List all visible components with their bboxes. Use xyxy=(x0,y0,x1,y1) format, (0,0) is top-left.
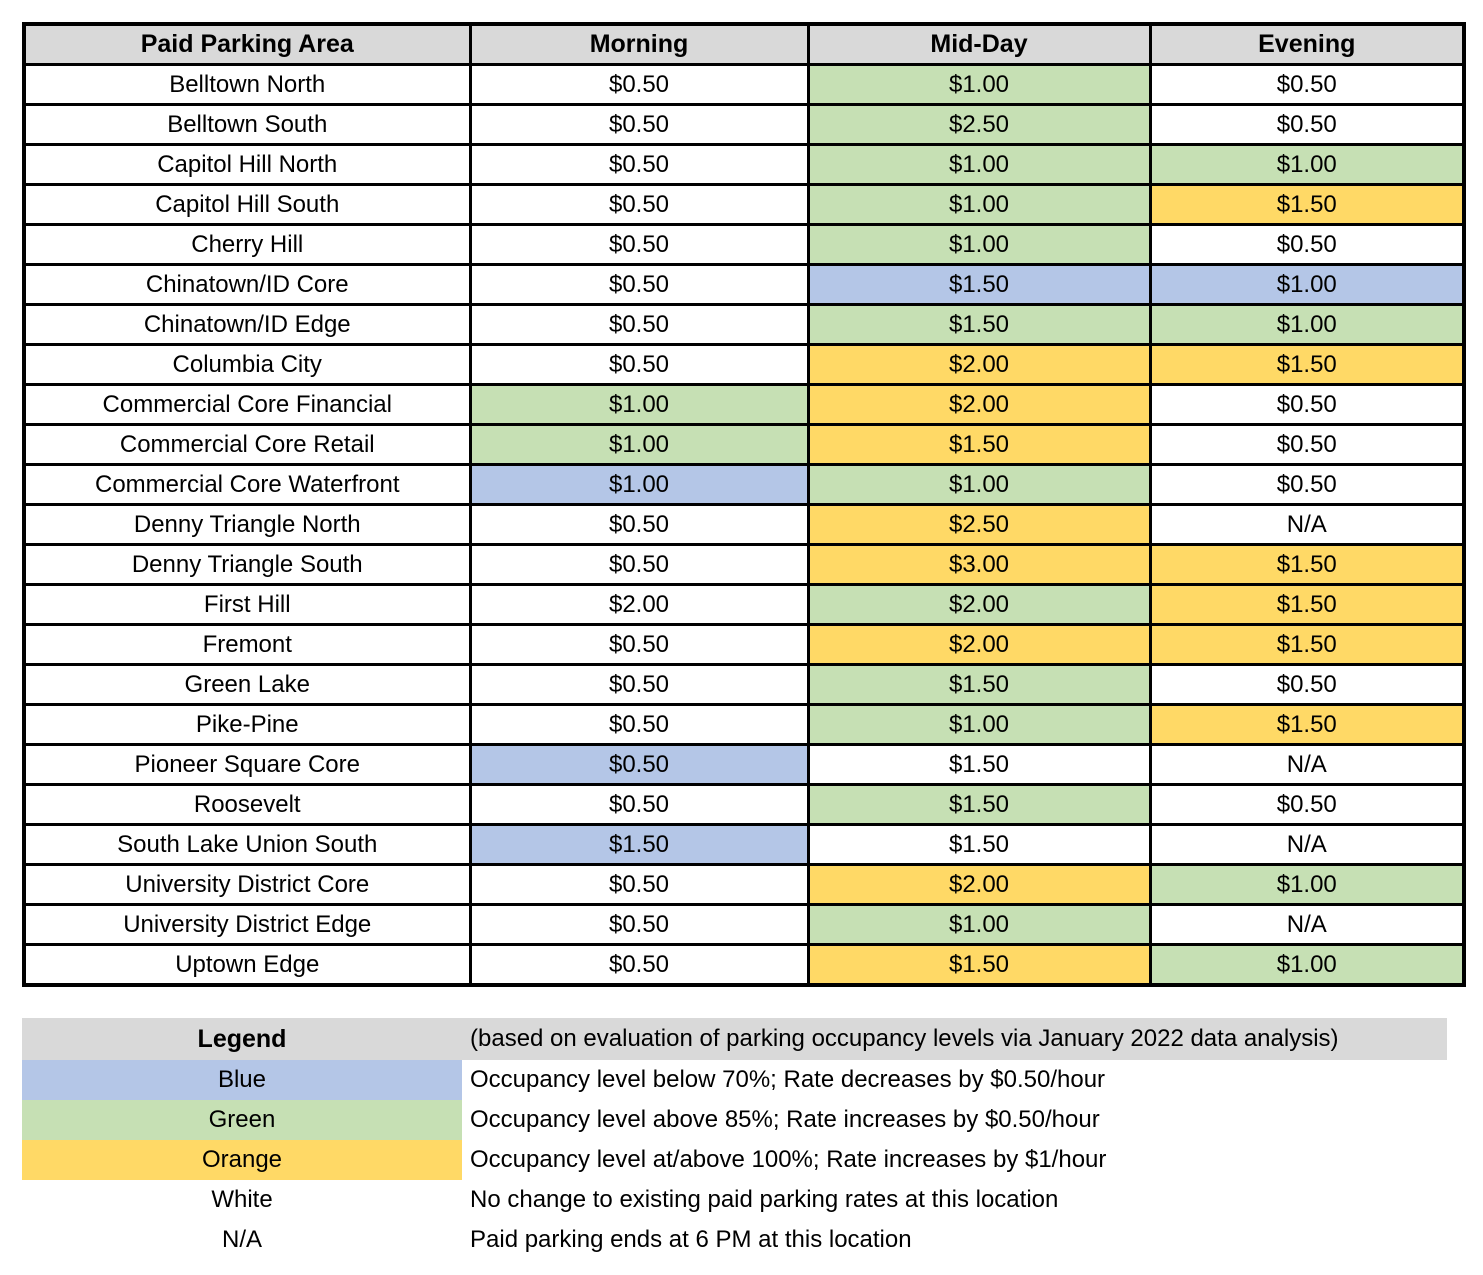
midday-rate-cell: $1.00 xyxy=(808,185,1150,225)
legend-note: (based on evaluation of parking occupancy levels via January 2022 data analysis) xyxy=(462,1018,1447,1060)
midday-rate-cell: $1.00 xyxy=(808,465,1150,505)
legend-description: Paid parking ends at 6 PM at this location xyxy=(470,1226,912,1253)
evening-rate-cell: N/A xyxy=(1150,905,1464,945)
area-cell: Belltown North xyxy=(24,65,470,105)
area-cell: Chinatown/ID Core xyxy=(24,265,470,305)
legend-color-swatch: N/A xyxy=(221,1226,262,1253)
col-header-morning: Morning xyxy=(470,24,808,65)
midday-rate-cell: $1.50 xyxy=(808,825,1150,865)
evening-rate-cell: $1.00 xyxy=(1150,945,1464,986)
midday-rate-cell: $2.00 xyxy=(808,865,1150,905)
parking-rates-table xyxy=(22,22,1466,987)
table-row xyxy=(24,425,1464,465)
table-row xyxy=(24,465,1464,505)
table-header-row xyxy=(24,24,1464,65)
evening-rate-cell: $1.00 xyxy=(1150,865,1464,905)
morning-rate-cell: $0.50 xyxy=(470,665,808,705)
midday-rate-cell: $3.00 xyxy=(808,545,1150,585)
table-row xyxy=(24,105,1464,145)
legend-color-swatch: Orange xyxy=(22,1140,462,1180)
area-cell: Commercial Core Financial xyxy=(24,385,470,425)
morning-rate-cell: $0.50 xyxy=(470,145,808,185)
table-row xyxy=(24,145,1464,185)
evening-rate-cell: $0.50 xyxy=(1150,465,1464,505)
morning-rate-cell: $0.50 xyxy=(470,345,808,385)
evening-rate-cell: $0.50 xyxy=(1150,385,1464,425)
table-row xyxy=(24,185,1464,225)
area-cell: Columbia City xyxy=(24,345,470,385)
morning-rate-cell: $0.50 xyxy=(470,225,808,265)
morning-rate-cell: $0.50 xyxy=(470,785,808,825)
legend-color-swatch: White xyxy=(211,1186,273,1213)
legend-row xyxy=(22,1140,1447,1180)
table-row xyxy=(24,665,1464,705)
area-cell: Green Lake xyxy=(24,665,470,705)
morning-rate-cell: $0.50 xyxy=(470,745,808,785)
midday-rate-cell: $2.00 xyxy=(808,385,1150,425)
evening-rate-cell: $1.50 xyxy=(1150,185,1464,225)
evening-rate-cell: $0.50 xyxy=(1150,785,1464,825)
midday-rate-cell: $1.50 xyxy=(808,665,1150,705)
legend-color-swatch: Blue xyxy=(22,1060,462,1100)
morning-rate-cell: $0.50 xyxy=(470,65,808,105)
midday-rate-cell: $1.50 xyxy=(808,305,1150,345)
midday-rate-cell: $2.00 xyxy=(808,585,1150,625)
area-cell: Roosevelt xyxy=(24,785,470,825)
morning-rate-cell: $0.50 xyxy=(470,505,808,545)
evening-rate-cell: $1.50 xyxy=(1150,625,1464,665)
midday-rate-cell: $1.50 xyxy=(808,745,1150,785)
evening-rate-cell: $1.50 xyxy=(1150,585,1464,625)
table-row xyxy=(24,785,1464,825)
morning-rate-cell: $0.50 xyxy=(470,545,808,585)
morning-rate-cell: $0.50 xyxy=(470,265,808,305)
legend-row xyxy=(22,1180,1447,1220)
area-cell: Capitol Hill South xyxy=(24,185,470,225)
evening-rate-cell: $1.50 xyxy=(1150,545,1464,585)
table-row xyxy=(24,825,1464,865)
midday-rate-cell: $2.50 xyxy=(808,505,1150,545)
midday-rate-cell: $1.00 xyxy=(808,65,1150,105)
morning-rate-cell: $1.00 xyxy=(470,385,808,425)
area-cell: Cherry Hill xyxy=(24,225,470,265)
morning-rate-cell: $0.50 xyxy=(470,625,808,665)
legend-row xyxy=(22,1060,1447,1100)
table-row xyxy=(24,305,1464,345)
midday-rate-cell: $1.00 xyxy=(808,905,1150,945)
table-row xyxy=(24,945,1464,986)
morning-rate-cell: $1.00 xyxy=(470,425,808,465)
morning-rate-cell: $2.00 xyxy=(470,585,808,625)
midday-rate-cell: $1.50 xyxy=(808,785,1150,825)
evening-rate-cell: $1.00 xyxy=(1150,145,1464,185)
area-cell: Denny Triangle North xyxy=(24,505,470,545)
area-cell: Pioneer Square Core xyxy=(24,745,470,785)
table-row xyxy=(24,905,1464,945)
area-cell: South Lake Union South xyxy=(24,825,470,865)
midday-rate-cell: $1.50 xyxy=(808,265,1150,305)
table-row xyxy=(24,225,1464,265)
evening-rate-cell: $0.50 xyxy=(1150,65,1464,105)
legend-row xyxy=(22,1220,1447,1260)
table-row xyxy=(24,705,1464,745)
midday-rate-cell: $1.00 xyxy=(808,145,1150,185)
morning-rate-cell: $0.50 xyxy=(470,185,808,225)
table-row xyxy=(24,265,1464,305)
evening-rate-cell: N/A xyxy=(1150,825,1464,865)
legend-row xyxy=(22,1100,1447,1140)
legend-header-row xyxy=(22,1018,1447,1060)
col-header-area: Paid Parking Area xyxy=(24,24,470,65)
table-row xyxy=(24,505,1464,545)
area-cell: Pike-Pine xyxy=(24,705,470,745)
legend-description: No change to existing paid parking rates at this location xyxy=(470,1186,1059,1213)
evening-rate-cell: N/A xyxy=(1150,745,1464,785)
midday-rate-cell: $1.00 xyxy=(808,705,1150,745)
evening-rate-cell: $1.00 xyxy=(1150,305,1464,345)
morning-rate-cell: $0.50 xyxy=(470,905,808,945)
legend-description: Occupancy level at/above 100%; Rate increases by $1/hour xyxy=(470,1146,1107,1173)
morning-rate-cell: $0.50 xyxy=(470,105,808,145)
evening-rate-cell: $1.00 xyxy=(1150,265,1464,305)
legend-tbody xyxy=(22,1018,1447,1260)
morning-rate-cell: $0.50 xyxy=(470,945,808,986)
legend-table xyxy=(22,1018,1447,1260)
morning-rate-cell: $1.00 xyxy=(470,465,808,505)
rates-tbody xyxy=(24,65,1464,986)
legend-title: Legend xyxy=(22,1018,462,1060)
area-cell: Chinatown/ID Edge xyxy=(24,305,470,345)
midday-rate-cell: $2.50 xyxy=(808,105,1150,145)
area-cell: Uptown Edge xyxy=(24,945,470,986)
area-cell: First Hill xyxy=(24,585,470,625)
evening-rate-cell: $0.50 xyxy=(1150,105,1464,145)
midday-rate-cell: $1.50 xyxy=(808,425,1150,465)
evening-rate-cell: $0.50 xyxy=(1150,425,1464,465)
table-row xyxy=(24,385,1464,425)
morning-rate-cell: $0.50 xyxy=(470,705,808,745)
area-cell: Commercial Core Retail xyxy=(24,425,470,465)
morning-rate-cell: $0.50 xyxy=(470,865,808,905)
legend-description: Occupancy level below 70%; Rate decreases by $0.50/hour xyxy=(470,1066,1106,1093)
evening-rate-cell: $1.50 xyxy=(1150,705,1464,745)
area-cell: Commercial Core Waterfront xyxy=(24,465,470,505)
morning-rate-cell: $1.50 xyxy=(470,825,808,865)
area-cell: University District Edge xyxy=(24,905,470,945)
evening-rate-cell: N/A xyxy=(1150,505,1464,545)
area-cell: University District Core xyxy=(24,865,470,905)
legend-description: Occupancy level above 85%; Rate increases by $0.50/hour xyxy=(470,1106,1100,1133)
table-row xyxy=(24,65,1464,105)
evening-rate-cell: $1.50 xyxy=(1150,345,1464,385)
midday-rate-cell: $1.00 xyxy=(808,225,1150,265)
table-row xyxy=(24,745,1464,785)
area-cell: Capitol Hill North xyxy=(24,145,470,185)
morning-rate-cell: $0.50 xyxy=(470,305,808,345)
table-row xyxy=(24,585,1464,625)
table-row xyxy=(24,865,1464,905)
col-header-evening: Evening xyxy=(1150,24,1464,65)
table-row xyxy=(24,345,1464,385)
table-row xyxy=(24,545,1464,585)
midday-rate-cell: $1.50 xyxy=(808,945,1150,986)
area-cell: Fremont xyxy=(24,625,470,665)
midday-rate-cell: $2.00 xyxy=(808,345,1150,385)
area-cell: Denny Triangle South xyxy=(24,545,470,585)
legend-color-swatch: Green xyxy=(22,1100,462,1140)
area-cell: Belltown South xyxy=(24,105,470,145)
col-header-midday: Mid-Day xyxy=(808,24,1150,65)
evening-rate-cell: $0.50 xyxy=(1150,225,1464,265)
midday-rate-cell: $2.00 xyxy=(808,625,1150,665)
table-row xyxy=(24,625,1464,665)
evening-rate-cell: $0.50 xyxy=(1150,665,1464,705)
